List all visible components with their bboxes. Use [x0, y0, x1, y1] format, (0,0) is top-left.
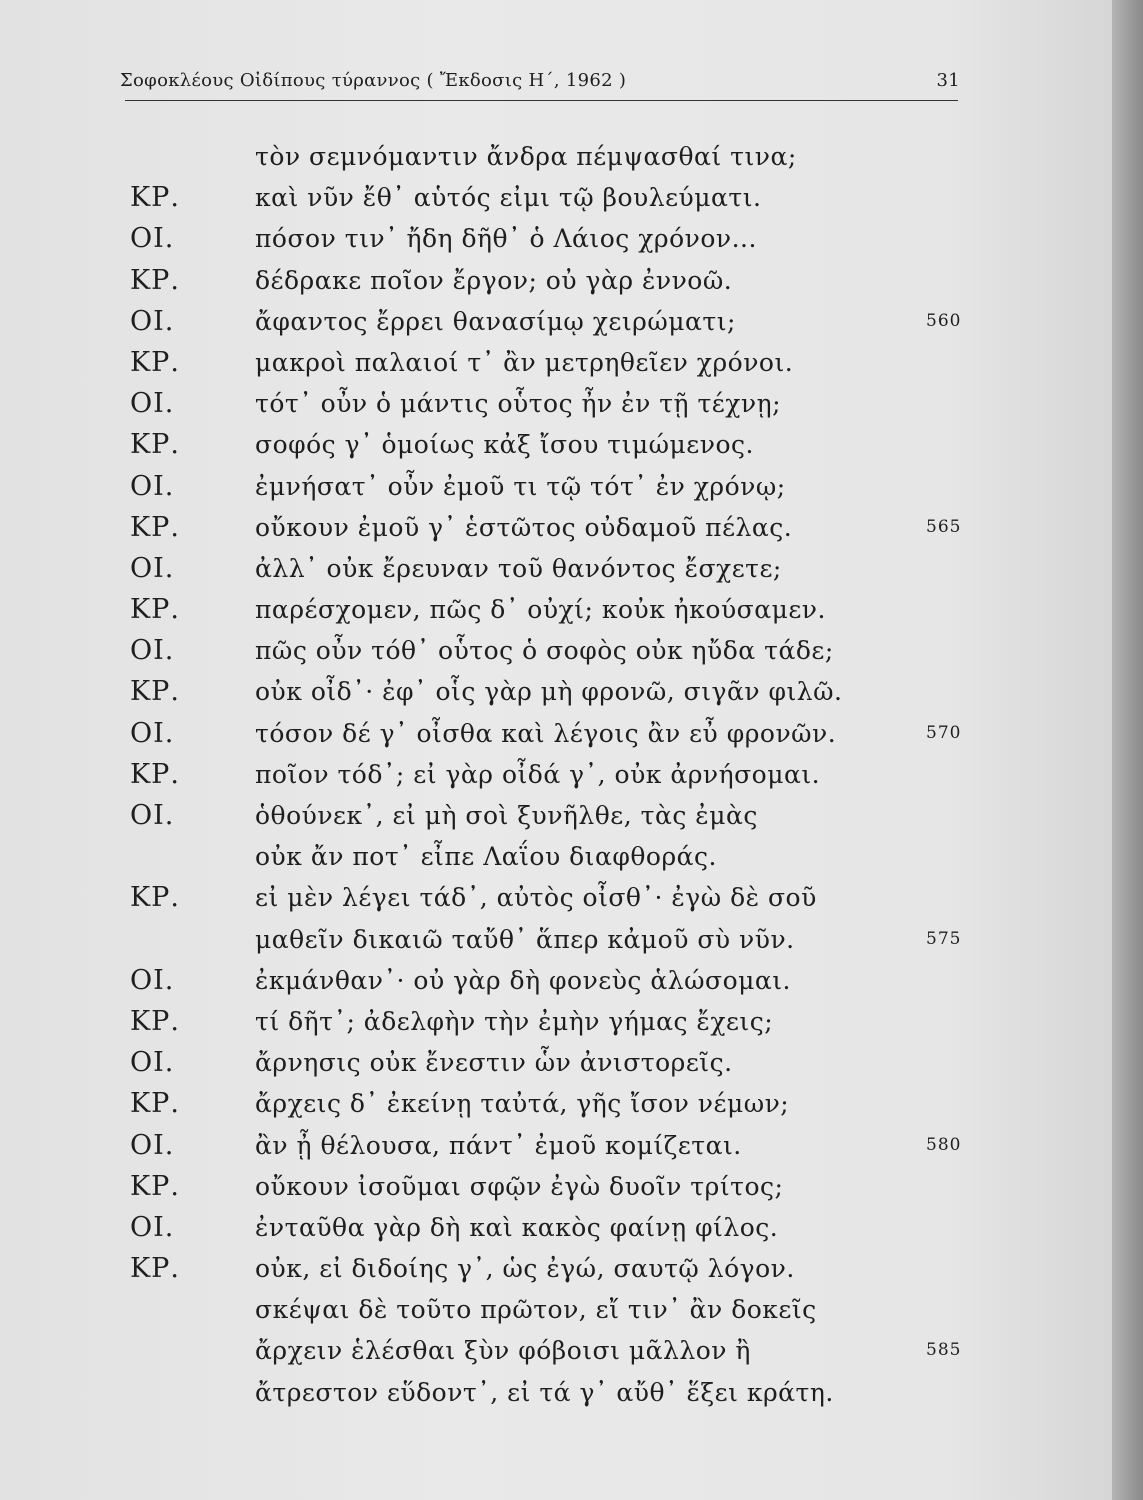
verse-text: ποῖον τόδ᾽; εἰ γὰρ οἶδά γ᾽, οὐκ ἀρνήσομαι. [255, 759, 821, 789]
speaker-label: ΚΡ. [130, 594, 180, 626]
line-number: 570 [926, 722, 962, 743]
verse-text: εἰ μὲν λέγει τάδ᾽, αὐτὸς οἶσθ᾽· ἐγὼ δὲ σοῦ [255, 883, 817, 913]
verse-text: ἂν ᾖ θέλουσα, πάντ᾽ ἐμοῦ κομίζεται. [255, 1130, 742, 1160]
line-number: 560 [926, 310, 962, 331]
verse-text: μαθεῖν δικαιῶ ταὔθ᾽ ἅπερ κἀμοῦ σὺ νῦν. [255, 924, 795, 954]
verse-text: οὔκουν ἰσοῦμαι σφῷν ἐγὼ δυοῖν τρίτος; [255, 1171, 784, 1201]
header-title: Σοφοκλέους Οἰδίπους τύραννος ( Ἔκδοσις Η΄, 1962 ) [120, 70, 627, 91]
verse-line [0, 671, 1100, 712]
speaker-label: ΚΡ. [130, 758, 180, 790]
verse-text: οὔκουν ἐμοῦ γ᾽ ἑστῶτος οὐδαμοῦ πέλας. [255, 512, 793, 542]
speaker-label: ΚΡ. [130, 1088, 180, 1120]
verse-text: παρέσχομεν, πῶς δ᾽ οὐχί; κοὐκ ἠκούσαμεν. [255, 595, 826, 625]
speaker-label: ΚΡ. [130, 1005, 180, 1037]
verse-line [0, 301, 1100, 342]
verse-line [0, 919, 1100, 960]
speaker-label: ΟΙ. [130, 1129, 175, 1161]
verse-text: ἀλλ᾽ οὐκ ἔρευναν τοῦ θανόντος ἔσχετε; [255, 553, 782, 583]
page-edge [1112, 0, 1143, 1500]
verse-line [0, 260, 1100, 301]
speaker-label: ΚΡ. [130, 429, 180, 461]
speaker-label: ΚΡ. [130, 1253, 180, 1285]
speaker-label: ΟΙ. [130, 305, 175, 337]
verse-text: ὁθούνεκ᾽, εἰ μὴ σοὶ ξυνῆλθε, τὰς ἐμὰς [255, 801, 758, 830]
verse-line [0, 1330, 1100, 1371]
verse-text: ἐκμάνθαν᾽· οὐ γὰρ δὴ φονεὺς ἁλώσομαι. [255, 965, 791, 995]
verse-line [0, 1289, 1100, 1330]
verse-line [0, 342, 1100, 383]
verse-line [0, 424, 1100, 465]
speaker-label: ΟΙ. [130, 1047, 175, 1079]
speaker-label: ΚΡ. [130, 882, 180, 914]
verse-line [0, 136, 1100, 177]
speaker-label: ΟΙ. [130, 635, 175, 667]
verse-text: πόσον τιν᾽ ἤδη δῆθ᾽ ὁ Λάιος χρόνον... [255, 224, 757, 254]
speaker-label: ΚΡ. [130, 182, 180, 214]
header-rule [125, 100, 958, 101]
verse-list [0, 136, 1100, 1413]
page-number: 31 [936, 70, 960, 91]
verse-text: οὐκ οἶδ᾽· ἐφ᾽ οἷς γὰρ μὴ φρονῶ, σιγᾶν φιλῶ. [255, 677, 843, 707]
speaker-label: ΟΙ. [130, 223, 175, 255]
verse-line [0, 1001, 1100, 1042]
verse-text: ἐμνήσατ᾽ οὖν ἐμοῦ τι τῷ τότ᾽ ἐν χρόνῳ; [255, 471, 786, 501]
verse-line [0, 548, 1100, 589]
verse-text: πῶς οὖν τόθ᾽ οὗτος ὁ σοφὸς οὐκ ηὔδα τάδε; [255, 636, 834, 666]
line-number: 575 [926, 928, 962, 949]
verse-text: τί δῆτ᾽; ἀδελφὴν τὴν ἐμὴν γήμας ἔχεις; [255, 1006, 774, 1036]
speaker-label: ΚΡ. [130, 264, 180, 296]
verse-line [0, 630, 1100, 671]
speaker-label: ΚΡ. [130, 511, 180, 543]
verse-text: καὶ νῦν ἔθ᾽ αὑτός εἰμι τῷ βουλεύματι. [255, 183, 762, 213]
verse-text: ἄρνησις οὐκ ἔνεστιν ὧν ἀνιστορεῖς. [255, 1048, 733, 1078]
verse-line [0, 1248, 1100, 1289]
verse-text: δέδρακε ποῖον ἔργον; οὐ γὰρ ἐννοῶ. [255, 265, 733, 295]
verse-line [0, 1125, 1100, 1166]
speaker-label: ΟΙ. [130, 1211, 175, 1243]
speaker-label: ΚΡ. [130, 676, 180, 708]
line-number: 580 [926, 1134, 962, 1155]
verse-text: σοφός γ᾽ ὁμοίως κἀξ ἴσου τιμώμενος. [255, 430, 754, 460]
speaker-label: ΟΙ. [130, 388, 175, 420]
verse-line [0, 836, 1100, 877]
speaker-label: ΚΡ. [130, 346, 180, 378]
verse-line [0, 177, 1100, 218]
verse-line [0, 713, 1100, 754]
running-header [120, 70, 960, 100]
verse-text: ἄτρεστον εὕδοντ᾽, εἰ τά γ᾽ αὔθ᾽ ἕξει κράτη. [255, 1377, 834, 1407]
speaker-label: ΟΙ. [130, 552, 175, 584]
verse-text: τόσον δέ γ᾽ οἶσθα καὶ λέγοις ἂν εὖ φρονῶν. [255, 718, 837, 748]
verse-line [0, 877, 1100, 918]
verse-line [0, 1372, 1100, 1413]
verse-line [0, 1042, 1100, 1083]
verse-line [0, 507, 1100, 548]
verse-text: ἄφαντος ἔρρει θανασίμῳ χειρώματι; [255, 306, 736, 336]
line-number: 565 [926, 516, 962, 537]
verse-line [0, 589, 1100, 630]
verse-text: μακροὶ παλαιοί τ᾽ ἂν μετρηθεῖεν χρόνοι. [255, 347, 794, 377]
speaker-label: ΟΙ. [130, 800, 175, 831]
verse-line [0, 1083, 1100, 1124]
verse-text: οὐκ ἄν ποτ᾽ εἶπε Λαΐου διαφθοράς. [255, 842, 717, 872]
verse-text: ἄρχειν ἑλέσθαι ξὺν φόβοισι μᾶλλον ἢ [255, 1336, 751, 1366]
verse-text: τότ᾽ οὖν ὁ μάντις οὗτος ἦν ἐν τῇ τέχνῃ; [255, 389, 782, 419]
verse-line [0, 754, 1100, 795]
verse-line [0, 1166, 1100, 1207]
verse-line [0, 795, 1100, 836]
verse-text: ἐνταῦθα γὰρ δὴ καὶ κακὸς φαίνῃ φίλος. [255, 1212, 779, 1242]
speaker-label: ΟΙ. [130, 717, 175, 749]
verse-line [0, 218, 1100, 259]
speaker-label: ΟΙ. [130, 470, 175, 502]
verse-line [0, 960, 1100, 1001]
verse-text: οὐκ, εἰ διδοίης γ᾽, ὡς ἐγώ, σαυτῷ λόγον. [255, 1254, 795, 1284]
verse-line [0, 466, 1100, 507]
speaker-label: ΚΡ. [130, 1170, 180, 1202]
verse-line [0, 383, 1100, 424]
verse-text: σκέψαι δὲ τοῦτο πρῶτον, εἴ τιν᾽ ἂν δοκεῖς [255, 1295, 817, 1325]
speaker-label: ΟΙ. [130, 964, 175, 996]
verse-text: ἄρχεις δ᾽ ἐκείνῃ ταὐτά, γῆς ἴσον νέμων; [255, 1089, 790, 1119]
line-number: 585 [926, 1340, 962, 1361]
verse-line [0, 1207, 1100, 1248]
verse-text: τὸν σεμνόμαντιν ἄνδρα πέμψασθαί τινα; [255, 142, 797, 171]
